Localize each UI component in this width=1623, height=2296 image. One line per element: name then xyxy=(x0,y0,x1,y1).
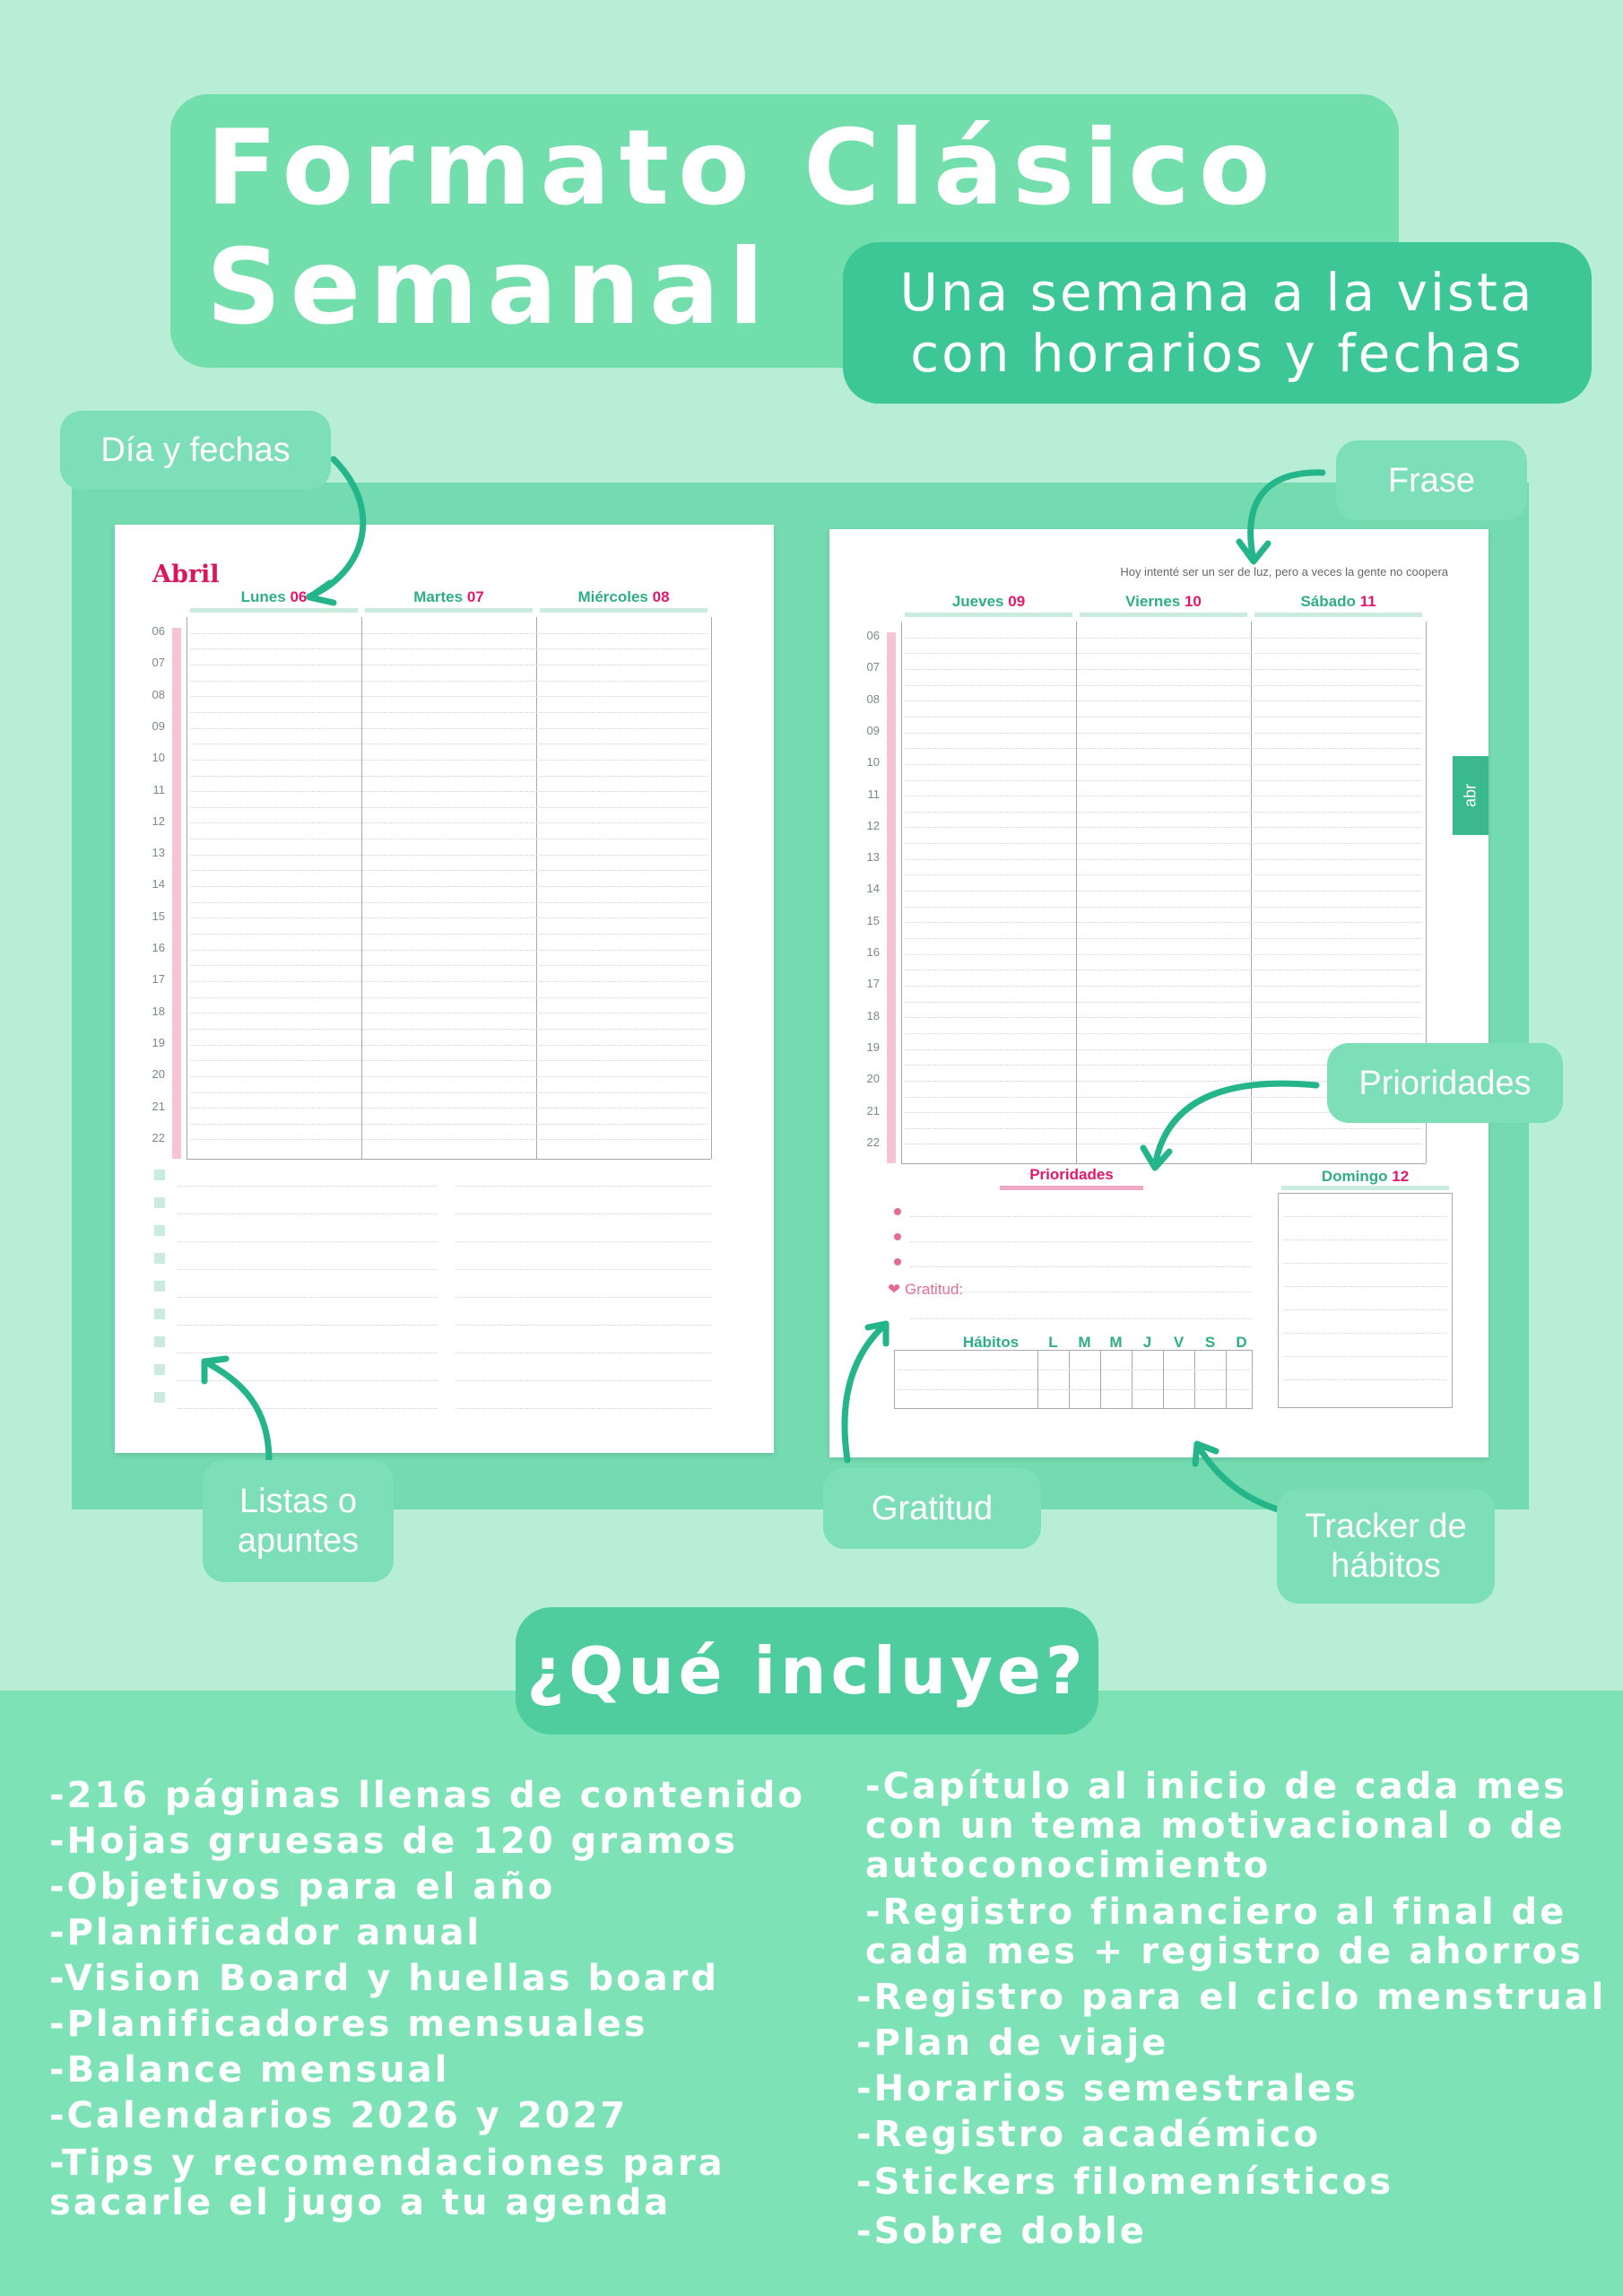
hour-label: 15 xyxy=(152,909,165,923)
hour-label: 11 xyxy=(152,782,165,796)
hour-label: 21 xyxy=(866,1103,880,1118)
day-number: 12 xyxy=(1392,1168,1410,1185)
hour-label: 21 xyxy=(152,1099,165,1113)
day-number: 10 xyxy=(1184,593,1202,610)
feature-item: -Planificadores mensuales xyxy=(49,2004,648,2045)
hour-label: 06 xyxy=(866,629,880,642)
feature-item: -Plan de viaje xyxy=(856,2022,1169,2064)
hour-label: 14 xyxy=(866,882,880,896)
day-number: 06 xyxy=(290,588,308,605)
hour-label: 06 xyxy=(152,624,165,638)
heart-icon: ❤ xyxy=(888,1281,901,1298)
habit-day-label: L xyxy=(1048,1334,1058,1351)
callout-frase: Frase xyxy=(1336,440,1527,520)
feature-item: -Balance mensual xyxy=(49,2049,450,2091)
day-number: 11 xyxy=(1359,593,1376,610)
day-number: 08 xyxy=(652,588,670,605)
feature-item: -Registro académico xyxy=(856,2114,1321,2155)
hour-label: 17 xyxy=(152,972,165,987)
feature-item: autoconocimiento xyxy=(865,1845,1271,1886)
month-title: Abril xyxy=(152,561,220,588)
hour-label: 22 xyxy=(152,1130,165,1144)
hour-label: 10 xyxy=(152,751,165,765)
feature-item: con un tema motivacional o de xyxy=(865,1805,1566,1847)
hour-label: 18 xyxy=(152,1004,165,1018)
hour-label: 20 xyxy=(152,1067,165,1082)
priorities-title: Prioridades xyxy=(1029,1166,1114,1183)
callout-listas-line-2: apuntes xyxy=(237,1522,360,1560)
hour-label: 09 xyxy=(866,723,880,737)
feature-item: -Capítulo al inicio de cada mes xyxy=(865,1766,1567,1807)
hour-label: 07 xyxy=(866,660,880,674)
hour-label: 19 xyxy=(866,1039,880,1054)
feature-item: cada mes + registro de ahorros xyxy=(865,1931,1584,1972)
callout-listas xyxy=(203,1460,394,1582)
feature-item: sacarle el jugo a tu agenda xyxy=(49,2182,672,2223)
hour-label: 13 xyxy=(866,850,880,865)
hour-label: 12 xyxy=(866,818,880,832)
day-name: Jueves xyxy=(951,593,1004,610)
hour-label: 19 xyxy=(152,1035,165,1049)
hour-label: 17 xyxy=(866,977,880,991)
daily-quote: Hoy intenté ser un ser de luz, pero a veces la gente no coopera xyxy=(1120,565,1448,578)
includes-title-box xyxy=(516,1607,1098,1735)
feature-item: -Registro financiero al final de xyxy=(865,1892,1567,1933)
month-tab-label: abr xyxy=(1461,783,1480,808)
habit-day-label: J xyxy=(1142,1334,1152,1351)
gratitude-text: Gratitud: xyxy=(904,1281,964,1298)
day-name: Domingo xyxy=(1321,1168,1388,1185)
habit-day-label: D xyxy=(1236,1334,1247,1351)
feature-item: -Planificador anual xyxy=(49,1912,482,1953)
habits-title: Hábitos xyxy=(962,1334,1020,1351)
callout-gratitud: Gratitud xyxy=(823,1468,1041,1549)
hour-label: 10 xyxy=(866,755,880,770)
day-name: Lunes xyxy=(240,588,286,605)
hour-label: 15 xyxy=(866,913,880,927)
subtitle-line-1: Una semana a la vista xyxy=(899,262,1535,323)
day-name: Sábado xyxy=(1300,593,1356,610)
feature-item: -Sobre doble xyxy=(856,2211,1147,2252)
title-line-1: Formato Clásico xyxy=(206,108,1280,229)
callout-prioridades: Prioridades xyxy=(1327,1043,1563,1123)
hour-label: 13 xyxy=(152,846,165,860)
hour-label: 08 xyxy=(866,691,880,706)
callout-tracker-line-1: Tracker de xyxy=(1305,1508,1467,1545)
habit-day-label: V xyxy=(1173,1334,1185,1351)
habit-day-label: M xyxy=(1078,1334,1091,1351)
callout-tracker-line-2: hábitos xyxy=(1331,1547,1441,1585)
hour-label: 08 xyxy=(152,687,165,701)
arrow-tracker xyxy=(1197,1444,1278,1509)
feature-item: -Vision Board y huellas board xyxy=(49,1958,719,1999)
arrow-gratitud xyxy=(845,1324,886,1460)
callout-dia-fechas: Día y fechas xyxy=(60,411,331,490)
feature-item: -Tips y recomendaciones para xyxy=(49,2143,725,2184)
callout-tracker xyxy=(1277,1489,1495,1604)
feature-item: -Stickers filomenísticos xyxy=(856,2161,1394,2203)
feature-item: -Registro para el ciclo menstrual xyxy=(856,1977,1607,2018)
day-number: 09 xyxy=(1008,593,1026,610)
subtitle-line-2: con horarios y fechas xyxy=(910,323,1524,384)
hour-label: 22 xyxy=(866,1135,880,1149)
feature-item: -Hojas gruesas de 120 gramos xyxy=(49,1821,738,1862)
habit-day-label: M xyxy=(1109,1334,1123,1351)
day-name: Miércoles xyxy=(577,588,648,605)
hour-label: 16 xyxy=(152,941,165,954)
day-number: 07 xyxy=(466,588,484,605)
hour-label: 18 xyxy=(866,1008,880,1022)
feature-item: -Horarios semestrales xyxy=(856,2068,1358,2109)
day-name: Martes xyxy=(413,588,464,605)
hour-label: 12 xyxy=(152,813,165,828)
includes-title: ¿Qué incluye? xyxy=(526,1633,1088,1709)
callout-listas-line-1: Listas o xyxy=(239,1483,357,1520)
feature-item: -216 páginas llenas de contenido xyxy=(49,1775,805,1816)
feature-item: -Calendarios 2026 y 2027 xyxy=(49,2095,629,2136)
feature-item: -Objetivos para el año xyxy=(49,1866,556,1908)
arrow-listas xyxy=(204,1361,269,1460)
habit-day-label: S xyxy=(1204,1334,1216,1351)
day-name: Viernes xyxy=(1125,593,1181,610)
arrow-prioridades xyxy=(1155,1083,1316,1166)
hour-label: 07 xyxy=(152,656,165,670)
hour-label: 20 xyxy=(866,1072,880,1086)
title-line-2: Semanal xyxy=(206,227,773,348)
hour-label: 14 xyxy=(152,877,165,891)
hour-label: 16 xyxy=(866,945,880,959)
hour-label: 09 xyxy=(152,718,165,733)
hour-label: 11 xyxy=(867,787,880,801)
